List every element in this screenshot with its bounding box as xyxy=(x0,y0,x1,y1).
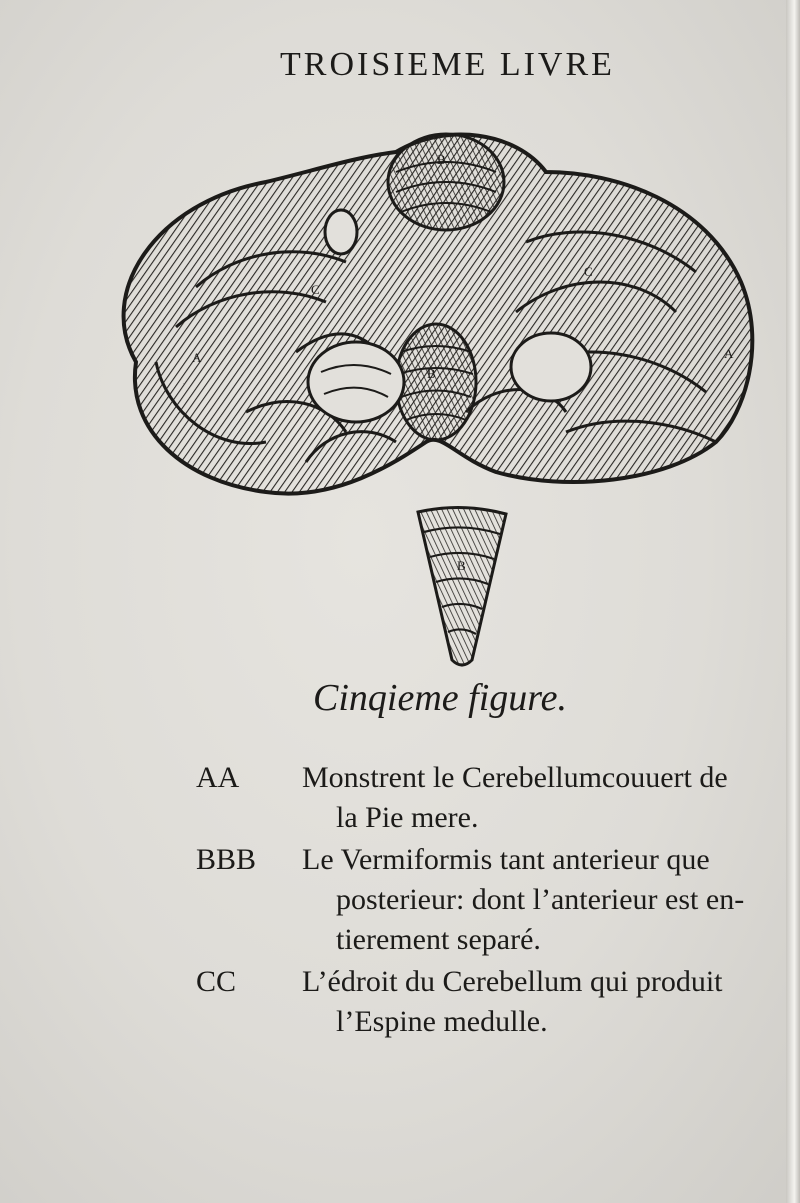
legend-item xyxy=(196,840,776,960)
figure-legend xyxy=(196,758,776,1044)
legend-line: posterieur: dont l’anterieur est en- xyxy=(336,883,745,916)
legend-line: L’édroit du Cerebellum qui produit xyxy=(302,965,723,998)
vermis-upper xyxy=(388,134,504,230)
legend-text xyxy=(302,840,776,960)
legend-key: AA xyxy=(196,761,240,794)
vermis-lower xyxy=(396,324,476,440)
figure-label-a2: A xyxy=(724,346,734,361)
detached-vermis-cone xyxy=(418,507,506,665)
legend-text xyxy=(302,758,776,838)
figure-caption: Cinqieme figure. xyxy=(313,677,567,719)
figure-label-c2: C xyxy=(584,264,593,279)
legend-item xyxy=(196,962,776,1042)
legend-line: Monstrent le Cerebellumcouuert de xyxy=(302,761,728,794)
cerebellum-woodcut xyxy=(96,112,756,672)
legend-key: CC xyxy=(196,965,237,998)
figure-label-c1: C xyxy=(311,282,320,297)
figure-label-b2: B xyxy=(427,366,436,381)
figure-label-b1: B xyxy=(437,152,446,167)
legend-line: l’Espine medulle. xyxy=(336,1005,548,1038)
legend-line: Le Vermiformis tant anterieur que xyxy=(302,843,710,876)
legend-key: BBB xyxy=(196,843,257,876)
legend-text xyxy=(302,962,776,1042)
legend-line: la Pie mere. xyxy=(336,801,479,834)
figure-label-a1: A xyxy=(192,350,202,365)
running-header: TROISIEME LIVRE xyxy=(280,46,615,83)
page-edge xyxy=(786,0,800,1203)
legend-item xyxy=(196,758,776,838)
legend-line: tierement separé. xyxy=(336,923,541,956)
figure-label-b3: B xyxy=(457,558,466,573)
